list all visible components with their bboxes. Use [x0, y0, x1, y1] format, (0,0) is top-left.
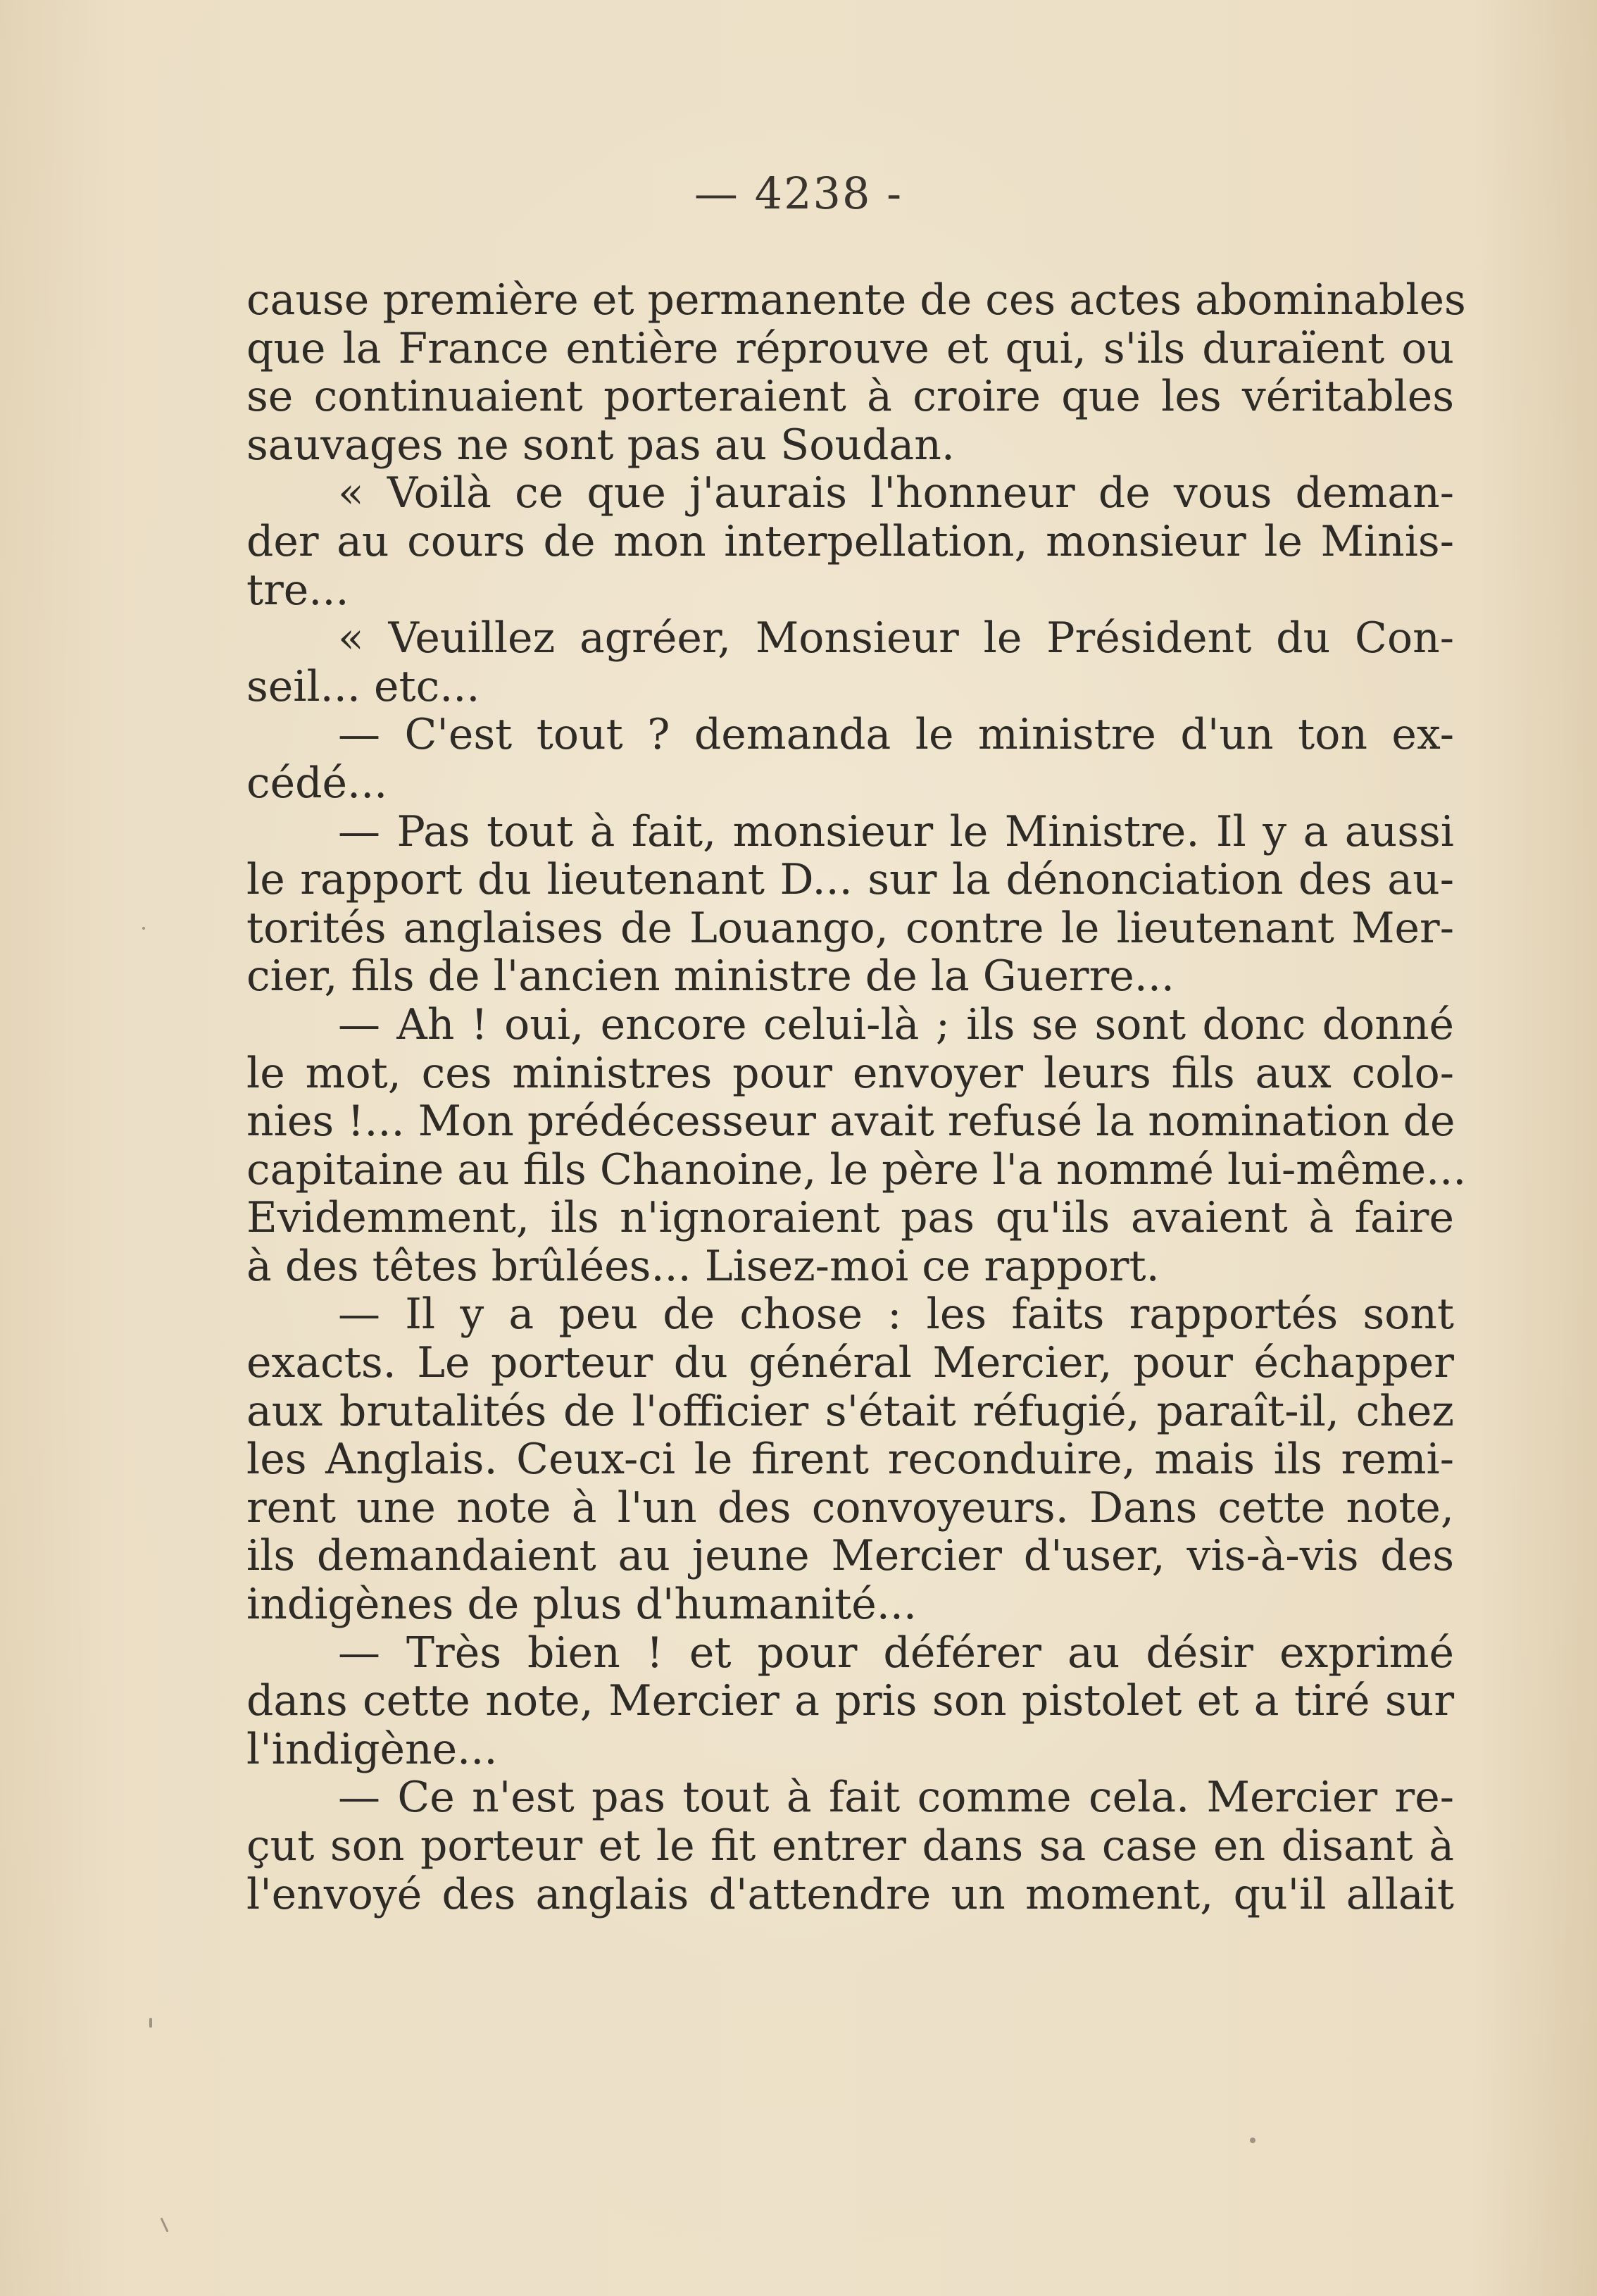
text-line: le rapport du lieutenant D... sur la dénonciation des au- [246, 855, 1454, 905]
text-line: « Voilà ce que j'aurais l'honneur de vous deman- [338, 468, 1454, 518]
text-line: rent une note à l'un des convoyeurs. Dans cette note, [246, 1483, 1454, 1533]
text-line: torités anglaises de Louango, contre le lieutenant Mer- [246, 903, 1454, 953]
text-line: à des têtes brûlées... Lisez-moi ce rapport. [246, 1241, 1160, 1291]
body-text [246, 275, 1467, 1919]
text-line: tre... [246, 565, 349, 615]
text-line: cause première et permanente de ces actes abominables [246, 275, 1466, 325]
paper-speck [160, 2217, 168, 2232]
paper-speck [149, 2018, 152, 2028]
text-line: — Il y a peu de chose : les faits rapportés sont [338, 1290, 1454, 1340]
text-line: cédé... [246, 758, 388, 808]
text-line: — C'est tout ? demanda le ministre d'un ton ex- [338, 710, 1454, 760]
page-number: — 4238 - [694, 168, 903, 219]
paper-speck [1250, 2138, 1255, 2143]
text-line: capitaine au fils Chanoine, le père l'a nommé lui-même... [246, 1144, 1467, 1194]
text-line: le mot, ces ministres pour envoyer leurs fils aux colo- [246, 1048, 1454, 1098]
text-line: l'indigène... [246, 1724, 498, 1774]
text-line: que la France entière réprouve et qui, s'ils duraïent ou [246, 323, 1454, 373]
text-line: « Veuillez agréer, Monsieur le Président du Con- [338, 613, 1454, 663]
text-line: — Pas tout à fait, monsieur le Ministre. Il y a aussi [338, 806, 1454, 856]
text-line: Evidemment, ils n'ignoraient pas qu'ils avaient à faire [246, 1193, 1454, 1243]
text-line: ils demandaient au jeune Mercier d'user, vis-à-vis des [246, 1531, 1454, 1581]
text-line: les Anglais. Ceux-ci le firent reconduire, mais ils remi- [246, 1435, 1454, 1485]
text-line: çut son porteur et le fit entrer dans sa case en disant à [246, 1821, 1454, 1871]
text-line: — Ce n'est pas tout à fait comme cela. Mercier re- [338, 1773, 1454, 1823]
text-line: nies !... Mon prédécesseur avait refusé la nomination de [246, 1097, 1455, 1147]
text-line: seil... etc... [246, 661, 480, 711]
text-line: der au cours de mon interpellation, monsieur le Minis- [246, 516, 1454, 566]
text-line: dans cette note, Mercier a pris son pistolet et a tiré sur [246, 1676, 1454, 1726]
text-line: — Ah ! oui, encore celui-là ; ils se sont donc donné [338, 999, 1454, 1049]
text-line: aux brutalités de l'officier s'était réfugié, paraît-il, chez [246, 1386, 1454, 1436]
text-line: cier, fils de l'ancien ministre de la Guerre... [246, 952, 1175, 1002]
text-line: exacts. Le porteur du général Mercier, pour échapper [246, 1338, 1454, 1388]
paper-speck [142, 927, 145, 930]
text-line: l'envoyé des anglais d'attendre un moment, qu'il allait [246, 1869, 1454, 1919]
text-line: indigènes de plus d'humanité... [246, 1580, 917, 1630]
text-line: sauvages ne sont pas au Soudan. [246, 420, 955, 470]
text-line: se continuaient porteraient à croire que les véritables [246, 372, 1454, 422]
text-line: — Très bien ! et pour déférer au désir exprimé [338, 1628, 1454, 1678]
